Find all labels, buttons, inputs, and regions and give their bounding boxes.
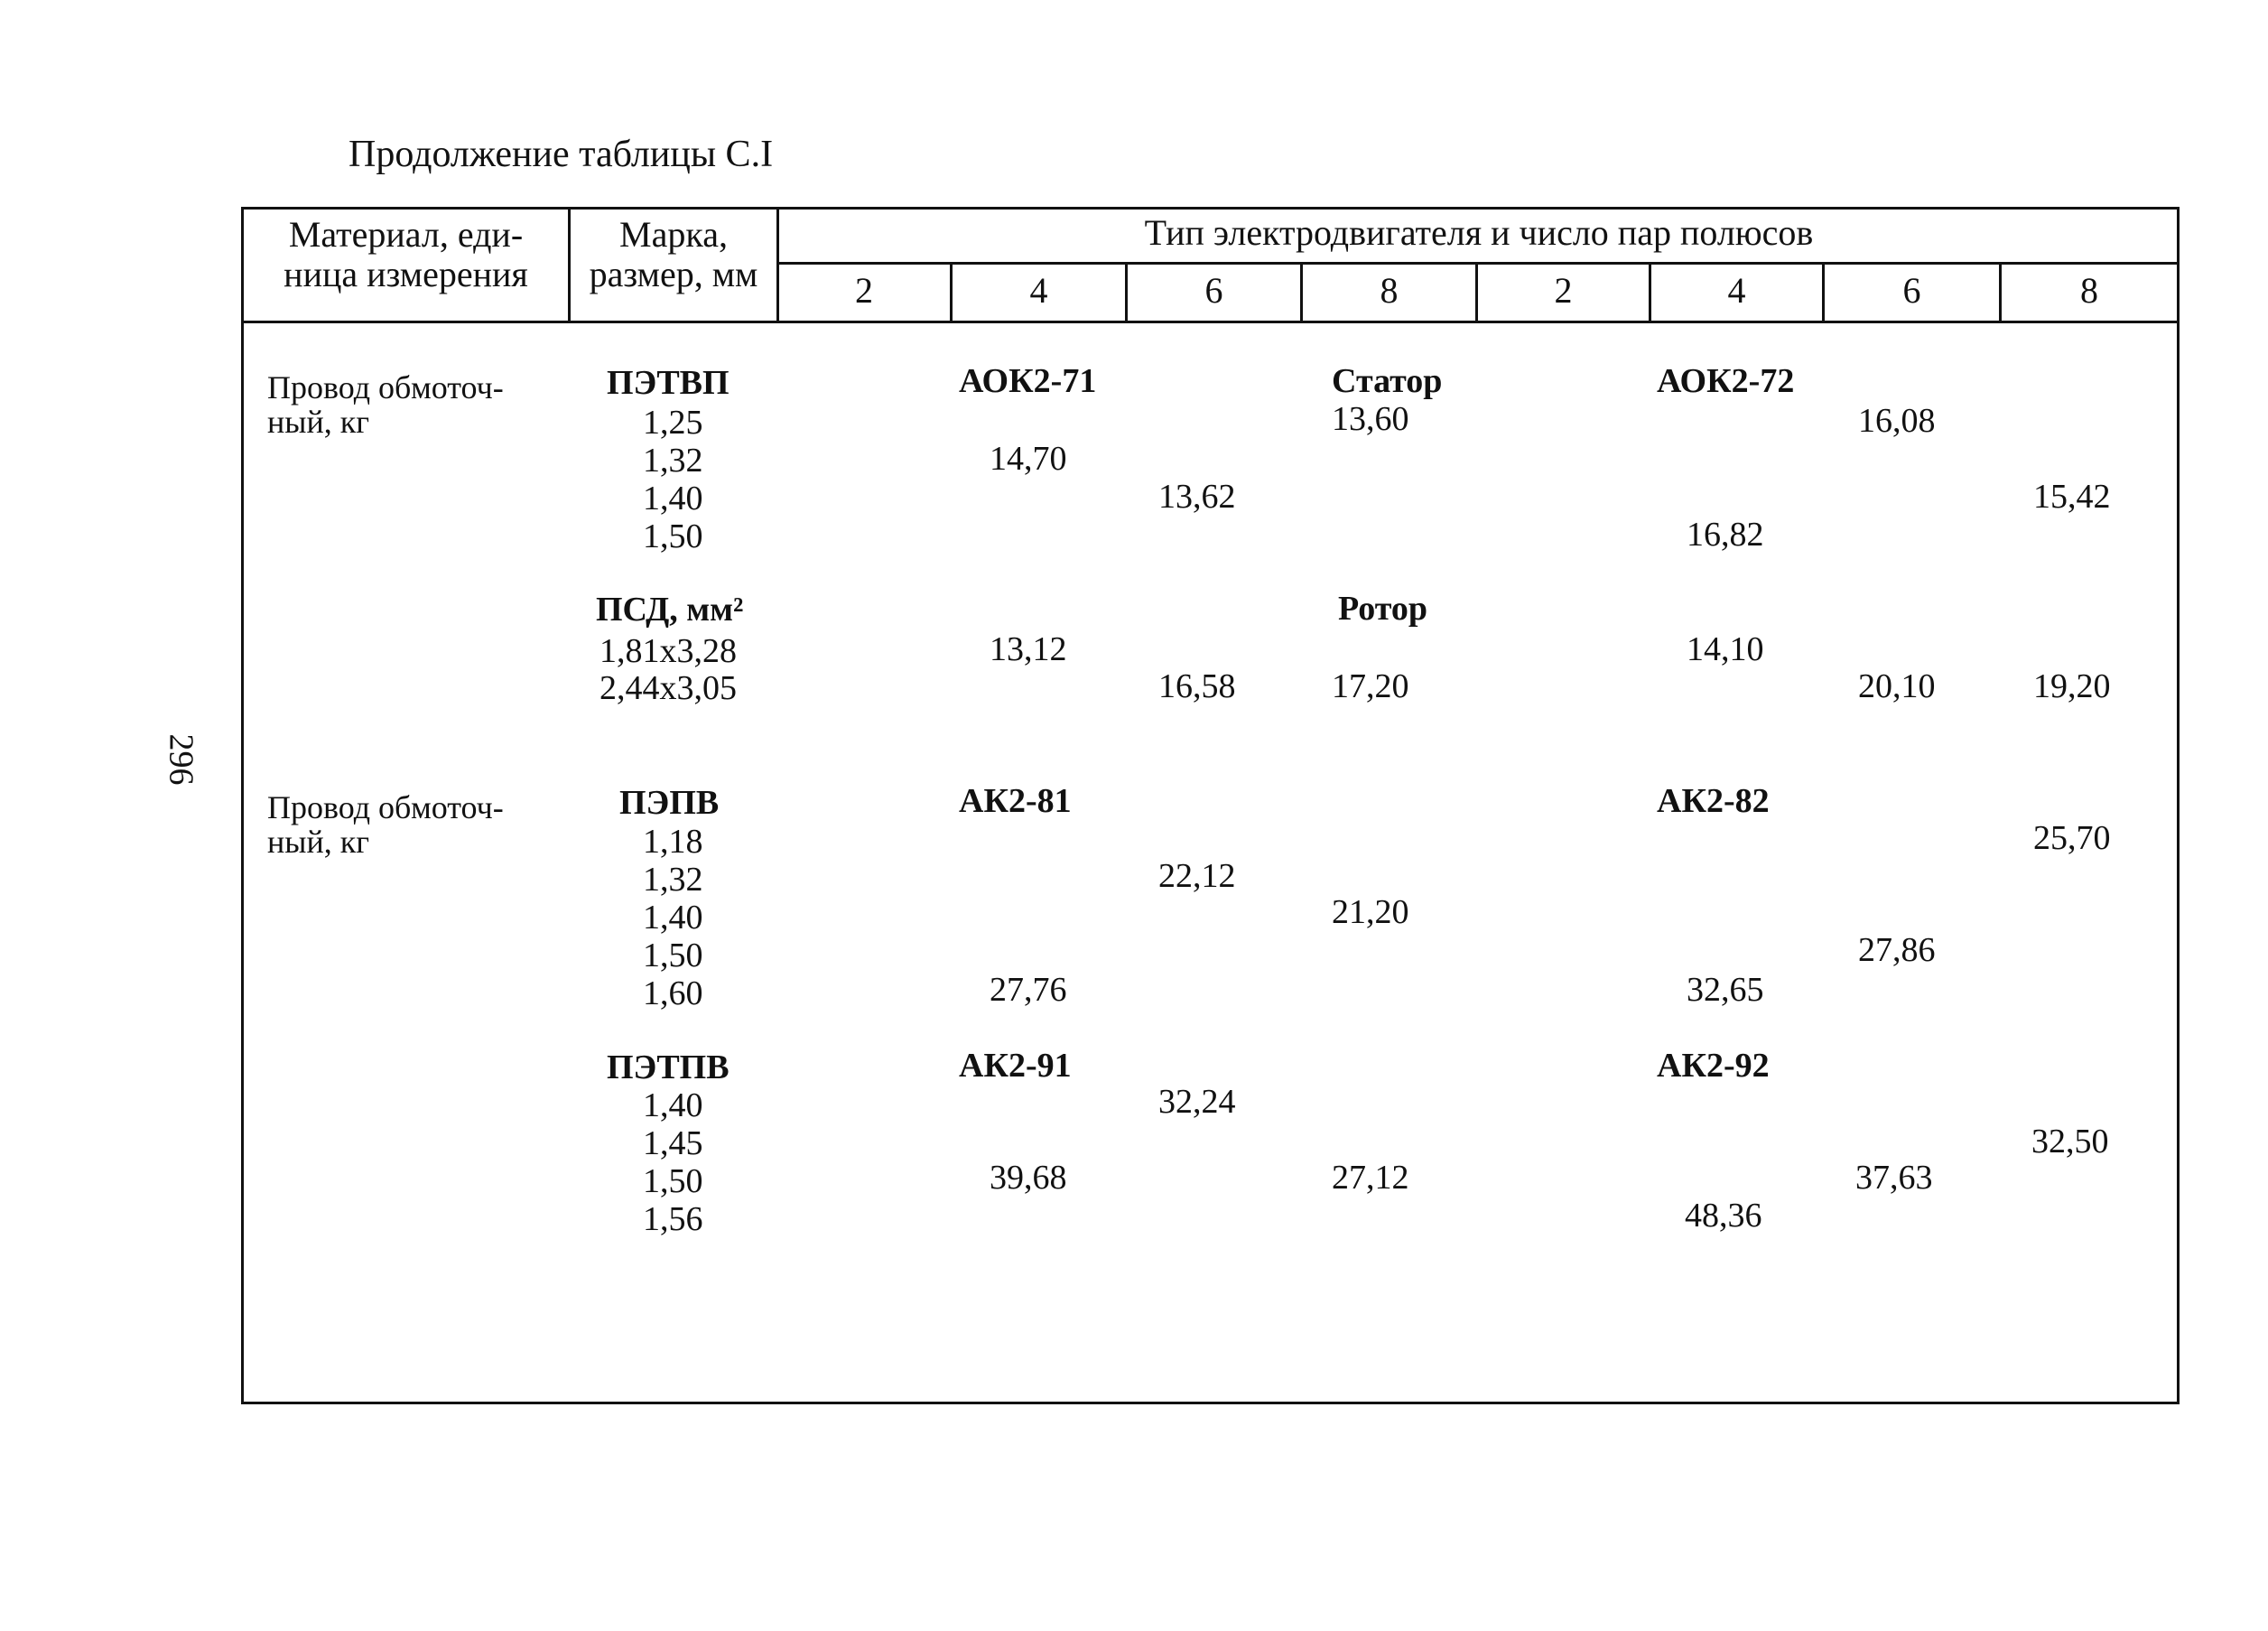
motor-type-label: АОК2-72: [1657, 362, 1795, 400]
table-cell: 17,20: [1332, 667, 1409, 705]
header-group-line: [778, 262, 2180, 265]
size-value: 1,45: [643, 1124, 703, 1162]
table-cell: 16,58: [1158, 667, 1236, 705]
page-number: 296: [162, 733, 200, 786]
table-caption: Продолжение таблицы С.I: [349, 134, 774, 175]
size-value: 1,40: [643, 480, 703, 517]
table-cell: 16,08: [1858, 402, 1936, 440]
table-cell: 20,10: [1858, 667, 1936, 705]
part-label: Статор: [1332, 362, 1443, 400]
size-value: 1,32: [643, 861, 703, 899]
brand-label: ПЭТВП: [607, 364, 730, 402]
header-material: Материал, еди- ница измерения: [284, 214, 528, 294]
table-frame: [241, 207, 2180, 1404]
table-cell: 22,12: [1158, 857, 1236, 895]
header-brand: Марка, размер, мм: [589, 214, 758, 294]
header-pole: 4: [1029, 270, 1048, 311]
table-cell: 13,60: [1332, 400, 1409, 438]
size-value: 1,50: [643, 517, 703, 555]
material-label: Провод обмоточ- ный, кг: [267, 789, 504, 860]
size-value: 1,50: [643, 937, 703, 974]
motor-type-label: АОК2-71: [959, 362, 1097, 400]
brand-label: ПЭПВ: [619, 784, 720, 822]
table-cell: 32,50: [2031, 1123, 2109, 1160]
table-cell: 14,70: [990, 440, 1067, 478]
table-cell: 13,62: [1158, 478, 1236, 516]
table-cell: 32,65: [1687, 971, 1764, 1009]
motor-type-label: АК2-91: [959, 1047, 1072, 1085]
size-value: 1,60: [643, 974, 703, 1012]
size-value: 1,18: [643, 823, 703, 861]
table-cell: 48,36: [1685, 1197, 1762, 1235]
header-pole: 6: [1204, 270, 1223, 311]
motor-type-label: АК2-82: [1657, 782, 1770, 820]
table-cell: 27,76: [990, 971, 1067, 1009]
size-value: 1,40: [643, 899, 703, 937]
table-cell: 15,42: [2033, 478, 2111, 516]
header-pole: 8: [2080, 270, 2098, 311]
part-label: Ротор: [1338, 590, 1428, 628]
motor-type-label: АК2-92: [1657, 1047, 1770, 1085]
table-cell: 32,24: [1158, 1083, 1236, 1121]
table-cell: 37,63: [1855, 1159, 1933, 1197]
table-cell: 13,12: [990, 630, 1067, 668]
size-value: 1,81х3,28: [600, 632, 737, 670]
table-cell: 27,12: [1332, 1159, 1409, 1197]
table-cell: 25,70: [2033, 819, 2111, 857]
table-cell: 19,20: [2033, 667, 2111, 705]
material-label: Провод обмоточ- ный, кг: [267, 369, 504, 440]
table-cell: 27,86: [1858, 931, 1936, 969]
header-pole: 4: [1727, 270, 1746, 311]
table-cell: 21,20: [1332, 893, 1409, 931]
size-value: 2,44х3,05: [600, 669, 737, 707]
size-value: 1,32: [643, 442, 703, 480]
header-pole: 2: [855, 270, 873, 311]
header-bottom-line: [241, 321, 2180, 323]
table-cell: 16,82: [1687, 516, 1764, 554]
size-value: 1,50: [643, 1162, 703, 1200]
size-value: 1,25: [643, 404, 703, 442]
motor-type-label: АК2-81: [959, 782, 1072, 820]
header-pole: 8: [1380, 270, 1399, 311]
header-pole: 2: [1554, 270, 1573, 311]
header-group: Тип электродвигателя и число пар полюсов: [1144, 212, 1814, 253]
brand-label: ПСД, мм²: [596, 591, 744, 629]
size-value: 1,40: [643, 1086, 703, 1124]
table-cell: 39,68: [990, 1159, 1067, 1197]
table-cell: 14,10: [1687, 630, 1764, 668]
header-pole: 6: [1902, 270, 1921, 311]
brand-label: ПЭТПВ: [607, 1048, 730, 1086]
size-value: 1,56: [643, 1200, 703, 1238]
